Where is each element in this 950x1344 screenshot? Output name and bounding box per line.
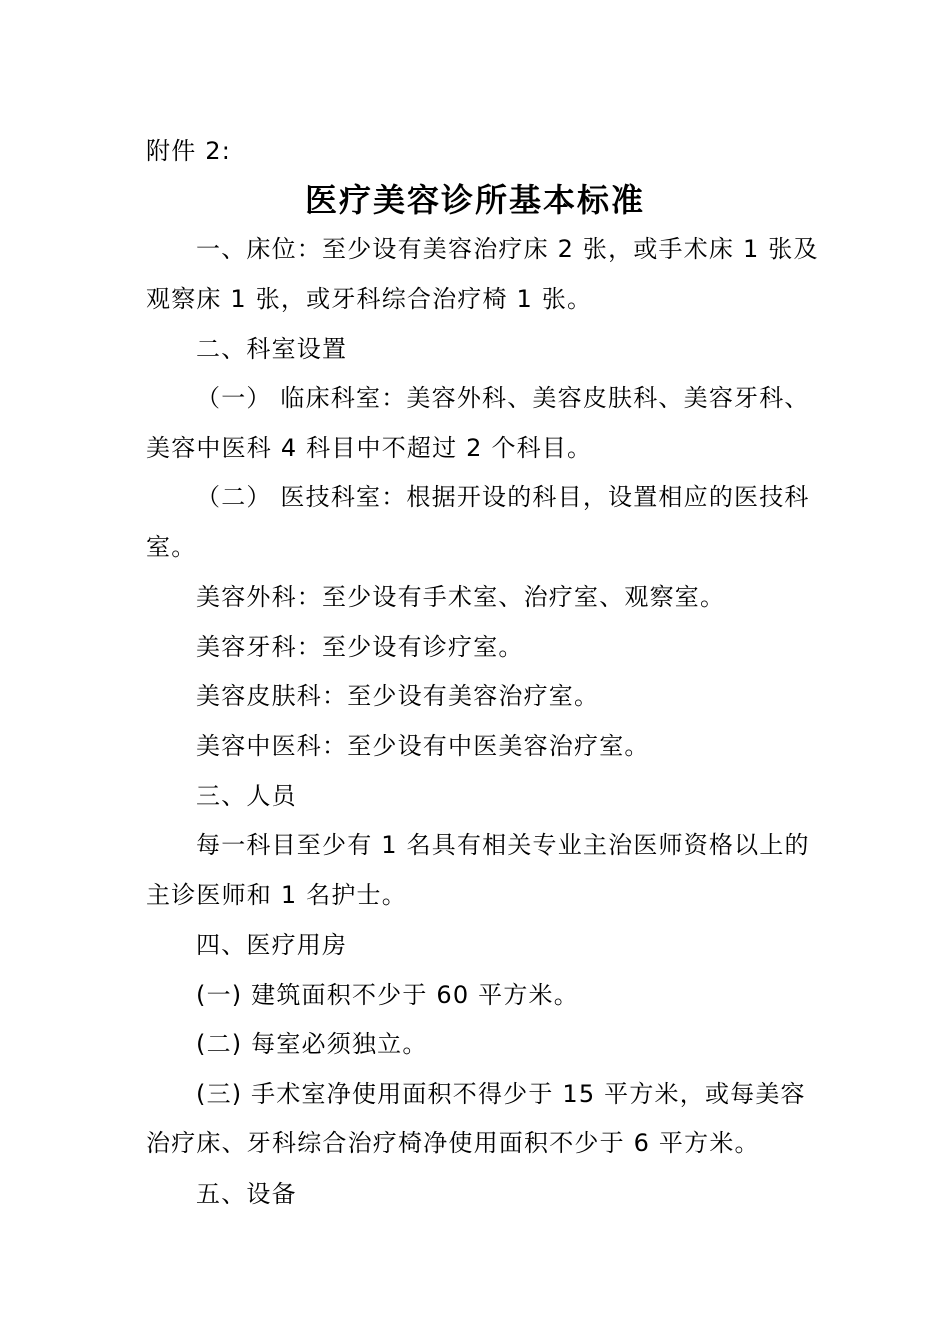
section-heading: 五、设备 (196, 1180, 297, 1208)
attachment-label: 附件 2: (146, 137, 231, 165)
paragraph-line: 观察床 1 张，或牙科综合治疗椅 1 张。 (146, 285, 593, 313)
paragraph-line: 美容中医科 4 科目中不超过 2 个科目。 (146, 434, 593, 462)
paragraph-line: (一) 建筑面积不少于 60 平方米。 (196, 981, 579, 1009)
paragraph-line: （二） 医技科室：根据开设的科目，设置相应的医技科 (196, 483, 810, 511)
section-heading: 三、人员 (196, 782, 297, 810)
section-heading: 二、科室设置 (196, 335, 348, 363)
paragraph-line: 美容中医科：至少设有中医美容治疗室。 (196, 732, 650, 760)
paragraph-line: (二) 每室必须独立。 (196, 1030, 428, 1058)
paragraph-line: 一、床位：至少设有美容治疗床 2 张，或手术床 1 张及 (196, 235, 819, 263)
section-heading: 四、医疗用房 (196, 931, 348, 959)
document-title: 医疗美容诊所基本标准 (304, 181, 645, 219)
paragraph-line: 美容外科：至少设有手术室、治疗室、观察室。 (196, 583, 726, 611)
paragraph-line: 美容牙科：至少设有诊疗室。 (196, 633, 524, 661)
paragraph-line: 治疗床、牙科综合治疗椅净使用面积不少于 6 平方米。 (146, 1129, 760, 1157)
paragraph-line: 主诊医师和 1 名护士。 (146, 881, 407, 909)
paragraph-line: 每一科目至少有 1 名具有相关专业主治医师资格以上的 (196, 831, 810, 859)
paragraph-line: (三) 手术室净使用面积不得少于 15 平方米，或每美容 (196, 1080, 806, 1108)
paragraph-line: （一） 临床科室：美容外科、美容皮肤科、美容牙科、 (196, 384, 810, 412)
paragraph-line: 美容皮肤科：至少设有美容治疗室。 (196, 682, 600, 710)
paragraph-line: 室。 (146, 533, 197, 561)
